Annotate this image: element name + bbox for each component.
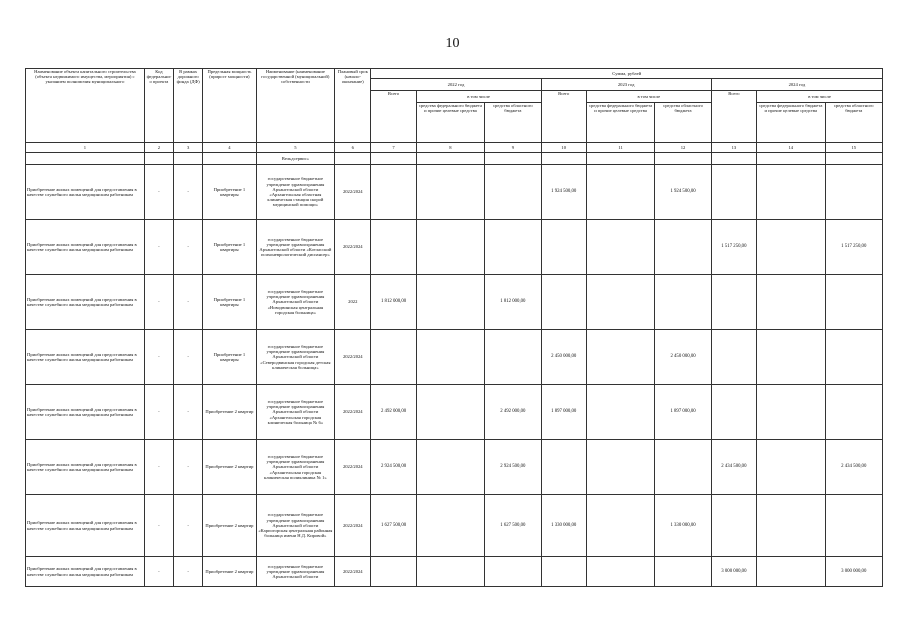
row-value — [757, 165, 825, 220]
header-frame: В рамках дорожного фонда (ДФ) — [174, 69, 203, 143]
row-code: - — [144, 275, 173, 330]
row-owner: государственное бюджетное учреждение здравоохранения Архангельской области «Котласский психоневрологический диспансер» — [256, 220, 335, 275]
row-name: Приобретение жилых помещений для предоставления в качестве служебного жилья медицинским работникам — [26, 557, 145, 587]
row-value — [655, 557, 711, 587]
row-value — [711, 495, 756, 557]
row-owner: государственное бюджетное учреждение здравоохранения Архангельской области — [256, 557, 335, 587]
row-value: 1 897 000,00 — [655, 385, 711, 440]
row-value: 1 517 250,00 — [711, 220, 756, 275]
row-name: Приобретение жилых помещений для предоставления в качестве служебного жилья медицинским работникам — [26, 275, 145, 330]
row-value: 2 492 000,00 — [371, 385, 416, 440]
row-value: 2 924 500,00 — [371, 440, 416, 495]
row-value — [586, 495, 654, 557]
row-value — [825, 275, 882, 330]
continuation-row — [26, 153, 883, 165]
row-value: 2 450 000,00 — [655, 330, 711, 385]
row-value — [416, 385, 484, 440]
row-owner: государственное бюджетное учреждение здравоохранения Архангельской области «Северодвинская городская детская клиническая больница» — [256, 330, 335, 385]
row-value: 1 627 500,00 — [371, 495, 416, 557]
col-number: 3 — [174, 143, 203, 153]
row-value — [757, 557, 825, 587]
row-value — [586, 385, 654, 440]
col-number: 2 — [144, 143, 173, 153]
row-value — [757, 385, 825, 440]
table-row — [26, 557, 883, 587]
row-value — [485, 557, 541, 587]
row-capacity: Приобретение 2 квартир — [203, 385, 256, 440]
row-value — [485, 220, 541, 275]
row-frame: - — [174, 330, 203, 385]
page-number: 10 — [445, 36, 460, 51]
col-number: 13 — [711, 143, 756, 153]
row-capacity: Приобретение 2 квартир — [203, 495, 256, 557]
header-year-2024: 2024 год — [711, 79, 882, 91]
col-number: 5 — [256, 143, 335, 153]
row-value: 2 434 500,00 — [711, 440, 756, 495]
row-code: - — [144, 220, 173, 275]
row-owner: государственное бюджетное учреждение здравоохранения Архангельской области «Архангельская городская клиническая больница № 6» — [256, 385, 335, 440]
row-value — [757, 330, 825, 385]
row-code: - — [144, 495, 173, 557]
row-period: 2022/2024 — [335, 220, 371, 275]
col-number: 14 — [757, 143, 825, 153]
row-value: 1 330 000,00 — [655, 495, 711, 557]
row-frame: - — [174, 495, 203, 557]
row-period: 2022 — [335, 275, 371, 330]
column-number-row — [26, 143, 883, 153]
row-value — [586, 165, 654, 220]
row-frame: - — [174, 165, 203, 220]
row-owner: государственное бюджетное учреждение здравоохранения Архангельской области «Новодвинская центральная городская больница» — [256, 275, 335, 330]
continuation-text: Вельдсервис» — [256, 153, 335, 165]
row-value — [416, 165, 484, 220]
row-value — [416, 220, 484, 275]
row-value — [485, 330, 541, 385]
row-value: 3 000 000,00 — [711, 557, 756, 587]
row-value: 3 000 000,00 — [825, 557, 882, 587]
header-total-2022: Всего — [371, 91, 416, 143]
row-code: - — [144, 165, 173, 220]
row-code: - — [144, 330, 173, 385]
row-value — [825, 330, 882, 385]
table-row — [26, 165, 883, 220]
row-frame: - — [174, 440, 203, 495]
row-value — [586, 330, 654, 385]
row-value: 1 924 500,00 — [541, 165, 586, 220]
row-value — [485, 165, 541, 220]
row-value — [711, 165, 756, 220]
row-value — [371, 330, 416, 385]
row-capacity: Приобретение 1 квартиры — [203, 165, 256, 220]
row-value — [416, 275, 484, 330]
header-code: Код федерального проекта — [144, 69, 173, 143]
row-code: - — [144, 440, 173, 495]
row-value: 2 492 000,00 — [485, 385, 541, 440]
row-period: 2022/2024 — [335, 495, 371, 557]
row-value — [757, 220, 825, 275]
header-total-2023: Всего — [541, 91, 586, 143]
row-value — [711, 385, 756, 440]
col-number: 11 — [586, 143, 654, 153]
table-row — [26, 495, 883, 557]
header-reg-2022: средства областного бюджета — [485, 103, 541, 143]
row-owner: государственное бюджетное учреждение здравоохранения Архангельской области «Архангельская городская клиническая поликлиника № 1» — [256, 440, 335, 495]
row-value: 1 517 250,00 — [825, 220, 882, 275]
row-value: 1 812 000,00 — [485, 275, 541, 330]
table-row — [26, 385, 883, 440]
header-period: Плановый срок (начало-окончание) — [335, 69, 371, 143]
row-period: 2022/2024 — [335, 557, 371, 587]
row-value — [711, 330, 756, 385]
header-fed-2024: средства федерального бюджета и прочие целевые средства — [757, 103, 825, 143]
row-value — [541, 557, 586, 587]
row-value: 1 330 000,00 — [541, 495, 586, 557]
row-value — [711, 275, 756, 330]
header-owner: Наименование (наименование государственной (муниципальной) собственности — [256, 69, 335, 143]
row-value — [586, 275, 654, 330]
header-fed-2022: средства федерального бюджета и прочие целевые средства — [416, 103, 484, 143]
row-owner: государственное бюджетное учреждение здравоохранения Архангельской области «Архангельская областная клиническая станция скорой медицинской помощи» — [256, 165, 335, 220]
row-value: 2 434 500,00 — [825, 440, 882, 495]
row-value: 2 924 500,00 — [485, 440, 541, 495]
row-value — [757, 495, 825, 557]
row-value — [825, 385, 882, 440]
row-capacity: Приобретение 2 квартир — [203, 557, 256, 587]
col-number: 7 — [371, 143, 416, 153]
header-in-that-2024: в том числе — [757, 91, 883, 103]
row-frame: - — [174, 385, 203, 440]
row-frame: - — [174, 220, 203, 275]
col-number: 4 — [203, 143, 256, 153]
row-value — [541, 440, 586, 495]
row-value — [655, 220, 711, 275]
header-year-2023: 2023 год — [541, 79, 711, 91]
row-value — [757, 275, 825, 330]
header-year-2022: 2022 год — [371, 79, 541, 91]
row-value: 1 924 500,00 — [655, 165, 711, 220]
row-capacity: Приобретение 1 квартиры — [203, 330, 256, 385]
row-value: 1 897 000,00 — [541, 385, 586, 440]
row-period: 2022/2024 — [335, 165, 371, 220]
row-value — [586, 557, 654, 587]
row-value — [586, 220, 654, 275]
col-number: 10 — [541, 143, 586, 153]
header-in-that-2022: в том числе — [416, 91, 541, 103]
row-value: 1 627 500,00 — [485, 495, 541, 557]
row-frame: - — [174, 275, 203, 330]
row-code: - — [144, 385, 173, 440]
row-value — [655, 440, 711, 495]
header-in-that-2023: в том числе — [586, 91, 711, 103]
row-name: Приобретение жилых помещений для предоставления в качестве служебного жилья медицинским работникам — [26, 330, 145, 385]
header-reg-2023: средства областного бюджета — [655, 103, 711, 143]
row-name: Приобретение жилых помещений для предоставления в качестве служебного жилья медицинским работникам — [26, 495, 145, 557]
col-number: 15 — [825, 143, 882, 153]
row-value — [825, 165, 882, 220]
header-name: Наименование объекта капитального строительства (объекта недвижимого имущества, мероприятия) с указанием полномочия муниципального — [26, 69, 145, 143]
col-number: 8 — [416, 143, 484, 153]
header-reg-2024: средства областного бюджета — [825, 103, 882, 143]
row-capacity: Приобретение 2 квартир — [203, 440, 256, 495]
table-row — [26, 330, 883, 385]
row-value — [541, 220, 586, 275]
row-owner: государственное бюджетное учреждение здравоохранения Архангельской области «Карпогорская центральная районная больница имени Н.Д. Кировой» — [256, 495, 335, 557]
row-value — [541, 275, 586, 330]
row-value — [416, 440, 484, 495]
row-value — [586, 440, 654, 495]
row-name: Приобретение жилых помещений для предоставления в качестве служебного жилья медицинским работникам — [26, 165, 145, 220]
budget-table — [25, 68, 883, 587]
row-value: 2 450 000,00 — [541, 330, 586, 385]
table-row — [26, 440, 883, 495]
table-row — [26, 220, 883, 275]
row-value — [757, 440, 825, 495]
row-period: 2022/2024 — [335, 330, 371, 385]
row-code: - — [144, 557, 173, 587]
row-period: 2022/2024 — [335, 440, 371, 495]
row-frame: - — [174, 557, 203, 587]
col-number: 9 — [485, 143, 541, 153]
row-value — [416, 495, 484, 557]
row-value — [416, 330, 484, 385]
row-value — [416, 557, 484, 587]
col-number: 12 — [655, 143, 711, 153]
row-value: 1 812 000,00 — [371, 275, 416, 330]
header-total-2024: Всего — [711, 91, 756, 143]
row-value — [371, 220, 416, 275]
header-fed-2023: средства федерального бюджета и прочие целевые средства — [586, 103, 654, 143]
row-name: Приобретение жилых помещений для предоставления в качестве служебного жилья медицинским работникам — [26, 440, 145, 495]
row-name: Приобретение жилых помещений для предоставления в качестве служебного жилья медицинским работникам — [26, 385, 145, 440]
col-number: 1 — [26, 143, 145, 153]
header-capacity: Предельная мощность (прирост мощности) — [203, 69, 256, 143]
row-value — [371, 165, 416, 220]
table-row — [26, 275, 883, 330]
row-value — [371, 557, 416, 587]
row-value — [825, 495, 882, 557]
row-period: 2022/2024 — [335, 385, 371, 440]
row-name: Приобретение жилых помещений для предоставления в качестве служебного жилья медицинским работникам — [26, 220, 145, 275]
row-capacity: Приобретение 1 квартиры — [203, 220, 256, 275]
col-number: 6 — [335, 143, 371, 153]
row-capacity: Приобретение 1 квартиры — [203, 275, 256, 330]
row-value — [655, 275, 711, 330]
header-sum: Сумма, рублей — [371, 69, 883, 79]
